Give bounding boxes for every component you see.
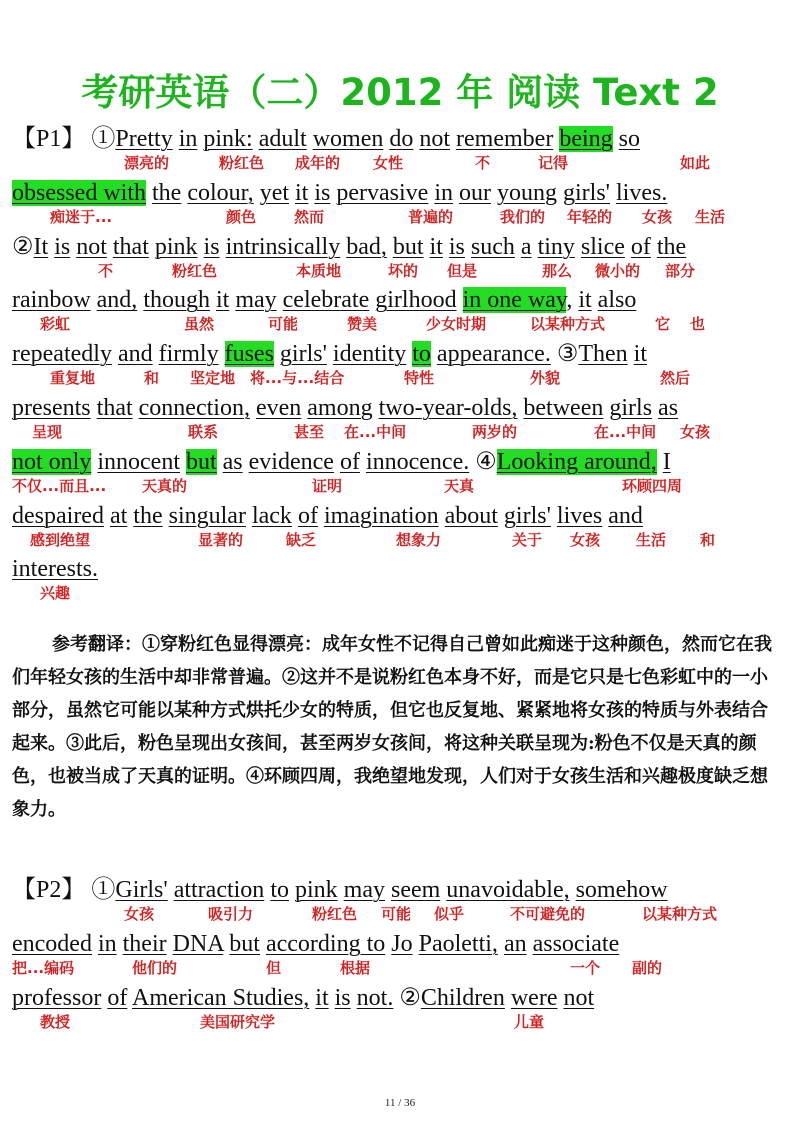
chinese-gloss: 外貌 [530,369,561,388]
chinese-gloss: 联系 [188,423,219,441]
chinese-gloss: 那么 [542,261,573,280]
english-word: encoded [12,930,92,957]
english-word: girls' [503,502,551,529]
chinese-gloss: 天真 [444,476,475,495]
chinese-gloss: 但 [266,958,282,977]
english-word: appearance. [436,341,551,368]
english-word: two-year-olds, [378,395,518,421]
gloss-line [12,582,792,604]
english-word: attraction [173,877,265,903]
chinese-gloss: 感到绝望 [30,530,91,549]
chinese-gloss: 教授 [40,1012,71,1031]
text-line [12,232,792,286]
english-line [12,393,678,423]
chinese-gloss: 以某种方式 [530,315,606,334]
chinese-gloss: 似乎 [434,905,465,923]
chinese-gloss: 不可避免的 [510,905,586,923]
english-word: were [510,984,558,1011]
english-word: the [133,502,163,529]
text-line [12,178,792,232]
english-word: ③ [556,341,579,368]
chinese-gloss: 也 [690,315,706,334]
english-word: ② [399,984,421,1011]
chinese-gloss: 少女时期 [426,315,487,334]
english-word: is [54,233,71,260]
english-word [457,287,463,313]
english-word: innocence. [365,448,470,475]
english-word: about [444,502,498,529]
english-word: as [222,448,243,475]
gloss-line [12,152,792,174]
text-line [12,875,792,929]
english-word: women [312,126,384,152]
chinese-gloss: 以某种方式 [642,905,718,923]
english-word: in [178,126,198,152]
english-line [12,875,668,905]
english-word: and [117,341,153,368]
chinese-gloss: 一个 [570,958,601,977]
english-word: lives. [616,179,668,206]
highlighted-word: but [185,448,217,475]
english-word: of [107,984,128,1011]
english-word: pervasive [336,179,429,206]
english-word: Girls' [115,877,168,903]
chinese-gloss: 生活 [695,207,726,226]
english-word: interests. [12,556,98,583]
chinese-gloss: 和 [144,369,160,388]
gloss-line [12,903,792,925]
english-word: it [429,233,443,260]
english-word: not. [356,984,394,1011]
chinese-gloss: 痴迷于... [50,207,113,226]
chinese-gloss: 然后 [660,369,691,388]
english-word: yet [259,179,290,206]
chinese-gloss: 吸引力 [208,905,254,923]
chinese-gloss: 坚定地 [190,369,236,388]
chinese-gloss: 可能 [381,905,412,923]
english-word: innocent [97,448,180,475]
chinese-gloss: 微小的 [595,261,641,280]
chinese-gloss: 重复地 [50,369,96,388]
english-word: as [658,395,679,421]
english-word: the [656,233,687,260]
english-word: to [270,877,289,903]
gloss-line [12,1011,792,1033]
gloss-line [12,421,792,443]
chinese-gloss: 证明 [312,476,343,495]
english-word: tiny [537,233,575,260]
english-word: according to [265,930,386,957]
chinese-gloss: 女孩 [124,905,155,923]
english-word: intrinsically [225,233,341,260]
english-word: that [96,395,133,421]
chinese-gloss: 兴趣 [40,584,71,603]
english-word: not [76,233,107,260]
english-word: ① [91,877,116,903]
chinese-gloss: 显著的 [198,530,244,549]
english-line [12,178,667,208]
english-word: of [339,448,360,475]
chinese-gloss: 副的 [632,958,663,977]
chinese-gloss: 两岁的 [472,423,518,441]
english-word: and [608,502,643,529]
english-word: girls [609,395,653,421]
chinese-gloss: 儿童 [514,1012,545,1031]
english-word: is [203,233,220,260]
english-word: such [470,233,515,260]
english-word: young [497,179,558,206]
english-line [12,232,686,262]
english-word: Children [420,984,505,1011]
gloss-line [12,260,792,282]
english-word: lack [251,502,292,529]
text-line [12,447,792,501]
chinese-gloss: 它 [655,315,671,334]
text-line [12,285,792,339]
english-line [12,554,98,584]
english-word: even [255,395,302,421]
text-line [12,124,792,178]
english-word: girlhood [375,287,457,314]
gloss-line [12,367,792,389]
english-word: pink [154,233,198,260]
english-word: but [229,930,260,957]
chinese-gloss: 漂亮的 [124,154,170,172]
chinese-gloss: 关于 [512,530,543,549]
english-word: not [563,984,595,1011]
chinese-gloss: 虽然 [184,315,215,334]
english-word [219,341,225,367]
english-word: between [523,395,604,421]
english-word: so [618,126,640,152]
english-word: somehow [575,877,668,903]
text-line [12,393,792,447]
english-word: despaired [12,502,104,529]
english-word: adult [258,126,307,152]
english-word: is [334,984,351,1011]
chinese-gloss: 粉红色 [312,905,358,923]
chinese-gloss: 缺乏 [286,530,317,549]
english-word: Then [578,341,628,368]
english-word: DNA [172,930,224,957]
english-word: seem [390,877,441,903]
english-word: do [389,126,414,152]
english-word: ② [12,233,34,260]
english-word: girls' [279,341,327,368]
chinese-gloss: 普遍的 [408,207,454,226]
english-word: it [295,179,309,206]
text-line [12,929,792,983]
english-word: in [434,179,454,206]
chinese-gloss: 不 [98,261,114,280]
english-word: repeatedly [12,341,112,368]
chinese-gloss: 不仅...而且... [12,476,107,495]
chinese-gloss: 我们的 [500,207,546,226]
english-word: but [392,233,424,260]
highlighted-word: being [559,126,613,152]
english-word: rainbow [12,287,91,314]
chinese-gloss: 美国研究学 [200,1012,276,1031]
english-line [12,983,594,1013]
text-line [12,501,792,555]
english-word: Jo [391,930,413,957]
english-word: an [503,930,527,957]
english-word: Paoletti, [418,930,498,957]
chinese-gloss: 赞美 [347,315,378,334]
chinese-gloss: 女性 [373,154,404,172]
chinese-gloss: 女孩 [680,423,711,441]
english-word: It [33,233,49,260]
english-word: pink: [203,126,253,152]
english-word: at [109,502,128,529]
english-word: pink [294,877,338,903]
english-word: may [343,877,385,903]
english-word: imagination [323,502,439,529]
chinese-gloss: 记得 [538,154,569,172]
english-word: though [143,287,210,314]
chinese-gloss: 但是 [447,261,478,280]
english-word: remember [456,126,554,152]
chinese-gloss: 彩虹 [40,315,71,334]
english-word: of [630,233,651,260]
gloss-line [12,957,792,979]
english-word: Pretty [115,126,173,152]
chinese-gloss: 在...中间 [594,423,657,441]
chinese-gloss: 部分 [665,261,696,280]
chinese-gloss: 本质地 [296,261,342,280]
chinese-gloss: 女孩 [570,530,601,549]
chinese-gloss: 女孩 [642,207,673,226]
gloss-line [12,313,792,335]
chinese-gloss: 把...编码 [12,958,75,977]
english-word: the [152,179,182,206]
english-word: firmly [158,341,219,368]
text-line [12,339,792,393]
chinese-gloss: 年轻的 [567,207,613,226]
translation-text: 参考翻译：①穿粉红色显得漂亮：成年女性不记得自己曾如此痴迷于这种颜色，然而它在我们年轻女孩的生活中却非常普遍。②这并不是说粉红色本身不好，而是它只是七色彩虹中的一小部分，虽然它可能以某种方式烘托少女的特质，但它也反复地、紧紧地将女孩的特质与外表结合起来。③此后，粉色呈现出女孩间，甚至两岁女孩间，将这种关联呈现为:粉色不仅是天真的颜色，也被当成了天真的证明。④环顾四周，我绝望地发现，人们对于女孩生活和兴趣极度缺乏想象力。 [12,634,772,820]
chinese-gloss: 如此 [680,154,711,172]
chinese-gloss: 不 [475,154,491,172]
english-word: not [419,126,451,152]
chinese-gloss: 和 [700,530,716,549]
english-line [12,501,643,531]
highlighted-word: Looking around, [496,448,657,475]
chinese-gloss: 坏的 [388,261,419,280]
english-word: also [597,287,637,314]
chinese-gloss: 根据 [340,958,371,977]
text-line [12,983,792,1037]
english-word: it [215,287,230,314]
chinese-gloss: 粉红色 [172,261,218,280]
english-word: American Studies, [132,984,310,1011]
english-word: our [459,179,492,206]
english-word: , [566,287,573,314]
highlighted-word: fuses [224,341,274,368]
english-line [12,929,619,959]
english-word: is [314,179,331,206]
page-number: 11 / 36 [384,1097,416,1109]
english-word: a [520,233,532,260]
chinese-gloss: 天真的 [142,476,188,495]
english-word: slice [580,233,625,260]
highlighted-word: to [412,341,431,368]
english-line [12,339,647,369]
page-title: 考研英语（二）2012 年 阅读 Text 2 [81,71,719,114]
english-word: 【P2】 [12,877,86,903]
chinese-gloss: 想象力 [396,530,442,549]
english-word: girls' [563,179,611,206]
english-word: that [112,233,149,260]
english-line [12,447,671,477]
english-word: I [662,448,671,475]
reference-translation [12,628,782,826]
gloss-line [12,475,792,497]
english-word: professor [12,984,102,1011]
english-word: ① [91,126,116,152]
english-word: it [315,984,329,1011]
english-line [12,285,636,315]
chinese-gloss: 在...中间 [344,423,407,441]
gloss-line [12,529,792,551]
english-word: unavoidable, [446,877,570,903]
chinese-gloss: 呈现 [32,423,63,441]
chinese-gloss: 可能 [268,315,299,334]
english-word: of [297,502,318,529]
highlighted-word: not only [12,448,92,475]
english-word: in [97,930,117,957]
english-word: ④ [475,448,497,475]
chinese-gloss: 生活 [636,530,667,549]
english-word: connection, [138,395,250,421]
english-word: identity [332,341,407,368]
chinese-gloss: 他们的 [132,958,178,977]
highlighted-word: obsessed with [12,179,146,206]
english-word: is [448,233,465,260]
highlighted-word: in one way [462,287,567,314]
english-word: it [633,341,647,368]
gloss-line [12,206,792,228]
english-word: 【P1】 [12,126,86,152]
english-word: bad, [346,233,387,260]
chinese-gloss: 环顾四周 [622,476,683,495]
english-word: evidence [248,448,334,475]
english-word: singular [168,502,246,529]
english-word: colour, [187,179,254,206]
chinese-gloss: 颜色 [226,207,257,226]
english-word: and, [96,287,138,314]
chinese-gloss: 特性 [404,369,435,388]
english-word: their [122,930,167,957]
text-line [12,554,792,608]
chinese-gloss: 粉红色 [219,154,265,172]
chinese-gloss: 然而 [294,207,325,226]
english-line [12,124,640,154]
english-word: among [307,395,373,421]
english-word: associate [532,930,620,957]
english-word: it [578,287,592,314]
english-word: may [235,287,277,314]
chinese-gloss: 甚至 [294,423,325,441]
english-word: presents [12,395,91,421]
english-word: celebrate [282,287,370,314]
chinese-gloss: 将...与...结合 [250,369,345,388]
chinese-gloss: 成年的 [295,154,341,172]
english-word: lives [556,502,603,529]
